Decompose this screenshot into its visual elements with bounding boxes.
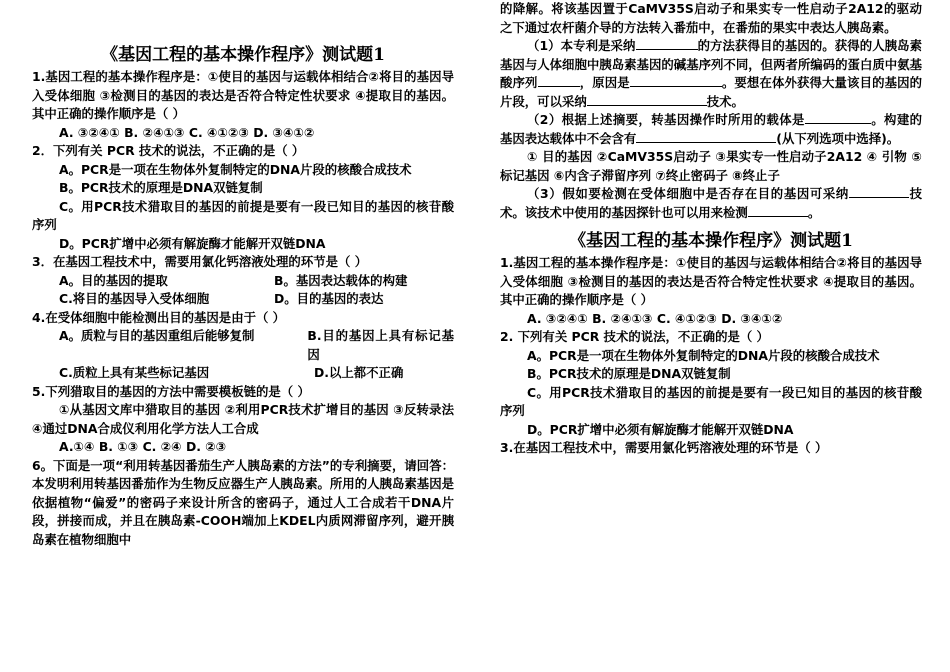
question-4-options-row-1 <box>32 327 454 364</box>
answer-blank[interactable] <box>587 93 707 106</box>
question-2: 2．下列有关 PCR 技术的说法，不正确的是（ ） <box>32 143 305 158</box>
question-3-options-row-1 <box>32 272 454 291</box>
question-6: 6。下面是一项“利用转基因番茄生产人胰岛素的方法”的专利摘要，请回答：本发明利用转基因番茄作为生物反应器生产人胰岛素。所用的人胰岛素基因是依据植物“偏爱”的密码子来设计所含的密码子，通过人工合成若干DNA片段，拼接而成，并且在胰岛素-COOH端加上KDEL内质网滞留序列，避开胰岛素在植物细胞中 <box>32 457 454 547</box>
question-4-option-a: A。质粒与目的基因重组后能够复制 <box>59 328 255 343</box>
question-1: 1.基因工程的基本操作程序是：①使目的基因与运载体相结合②将目的基因导入受体细胞 ③检测目的基因的表达是否符合特定性状要求 ④提取目的基因。其中正确的操作顺序是（ ） <box>32 69 454 121</box>
question-4-option-d: D.以上都不正确 <box>314 365 404 380</box>
q6-2-text-b: 。构建的基因表达载体中不会含有 <box>500 112 923 146</box>
question-1-repeat: 1.基因工程的基本操作程序是：①使目的基因与运载体相结合②将目的基因导入受体细胞 ③检测目的基因的表达是否符合特定性状要求 ④提取目的基因。其中正确的操作顺序是（ ） <box>500 255 922 307</box>
question-3-options-row-2 <box>32 290 454 309</box>
q6-1-text-e: 技术。 <box>706 93 744 109</box>
question-4-option-c: C.质粒上具有某些标记基因 <box>59 365 210 380</box>
answer-blank[interactable] <box>636 130 776 143</box>
question-6-continued: 的降解。将该基因置于CaMV35S启动子和果实专一性启动子2A12的驱动之下通过农杆菌介导的方法转入番茄中，在番茄的果实中表达人胰岛素。 <box>500 1 922 35</box>
question-3-repeat: 3.在基因工程技术中，需要用氯化钙溶液处理的环节是（ ） <box>500 440 828 455</box>
question-6-part-3 <box>500 185 922 222</box>
question-6-part-2 <box>500 111 922 148</box>
question-3-option-a: A。目的基因的提取 <box>59 272 168 288</box>
q6-3-text-a: （3）假如要检测在受体细胞中是否存在目的基因可采纳 <box>527 186 849 201</box>
question-2-option-a-repeat: A。PCR是一项在生物体外复制特定的DNA片段的核酸合成技术 <box>527 347 880 363</box>
q6-2-text-a: （2）根据上述摘要，转基因操作时所用的载体是 <box>527 112 805 127</box>
question-6-part-1 <box>500 37 922 111</box>
question-2-option-c-repeat: C。用PCR技术猎取目的基因的前提是要有一段已知目的基因的核苷酸序列 <box>500 384 922 418</box>
question-2-option-b: B。PCR技术的原理是DNA双链复制 <box>59 180 263 195</box>
q6-1-text-a: （1）本专利是采纳 <box>527 38 636 53</box>
question-3-option-b: B。基因表达载体的构建 <box>274 272 408 288</box>
question-4-options-row-2 <box>32 364 454 383</box>
question-2-option-d: D。PCR扩增中必须有解旋酶才能解开双链DNA <box>59 235 326 251</box>
q6-2-text-c: (从下列选项中选择)。 <box>776 130 900 146</box>
question-4-option-b: B.目的基因上具有标记基因 <box>307 328 454 362</box>
question-2-option-a: A。PCR是一项在生物体外复制特定的DNA片段的核酸合成技术 <box>59 161 412 177</box>
question-1-options-repeat: A. ③②④① B. ②④①③ C. ④①②③ D. ③④①② <box>527 310 783 326</box>
q6-1-text-d: 。要想在体外获得大量该目的基因的片段，可以采纳 <box>500 75 923 109</box>
question-3-option-c: C.将目的基因导入受体细胞 <box>59 291 210 306</box>
question-2-repeat: 2. 下列有关 PCR 技术的说法，不正确的是（ ） <box>500 329 769 344</box>
question-2-option-c: C。用PCR技术猎取目的基因的前提是要有一段已知目的基因的核苷酸序列 <box>32 198 454 232</box>
answer-blank[interactable] <box>805 111 871 124</box>
question-5-options: A.①④ B. ①③ C. ②④ D. ②③ <box>59 439 227 454</box>
question-6-part-2-items: ① 目的基因 ②CaMV35S启动子 ③果实专一性启动子2A12 ④ 引物 ⑤标记基因 ⑥内含子滞留序列 ⑦终止密码子 ⑧终止子 <box>500 149 922 183</box>
question-2-option-b-repeat: B。PCR技术的原理是DNA双链复制 <box>527 366 731 381</box>
left-column <box>32 0 454 549</box>
question-5-items: ①从基因文库中猎取目的基因 ②利用PCR技术扩增目的基因 ③反转录法 ④通过DNA合成仪利用化学方法人工合成 <box>32 402 454 436</box>
q6-1-text-c: ，原因是 <box>579 75 630 90</box>
answer-blank[interactable] <box>538 74 580 87</box>
answer-blank[interactable] <box>636 37 698 50</box>
page-title: 《基因工程的基本操作程序》测试题1 <box>101 45 385 65</box>
question-3-option-d: D。目的基因的表达 <box>274 291 384 306</box>
answer-blank[interactable] <box>748 204 808 217</box>
question-2-option-d-repeat: D。PCR扩增中必须有解旋酶才能解开双链DNA <box>527 421 794 437</box>
right-column <box>500 0 922 458</box>
question-3: 3．在基因工程技术中，需要用氯化钙溶液处理的环节是（ ） <box>32 254 368 269</box>
q6-3-text-c: 。 <box>807 204 821 220</box>
question-4: 4.在受体细胞中能检测出目的基因是由于（ ） <box>32 309 286 325</box>
second-title: 《基因工程的基本操作程序》测试题1 <box>569 231 853 251</box>
answer-blank[interactable] <box>849 185 909 198</box>
question-1-options: A. ③②④① B. ②④①③ C. ④①②③ D. ③④①② <box>59 124 315 140</box>
answer-blank[interactable] <box>630 74 722 87</box>
q6-3-text-b: 技术。该技术中使用的基因探针也可以用来检测 <box>500 186 922 220</box>
question-5: 5.下列猎取目的基因的方法中需要模板链的是（ ） <box>32 383 310 399</box>
q6-1-text-b: 的方法获得目的基因的。获得的人胰岛素基因与人体细胞中胰岛素基因的碱基序列不同，但两者所编码的蛋白质中氨基酸序列 <box>500 38 923 90</box>
